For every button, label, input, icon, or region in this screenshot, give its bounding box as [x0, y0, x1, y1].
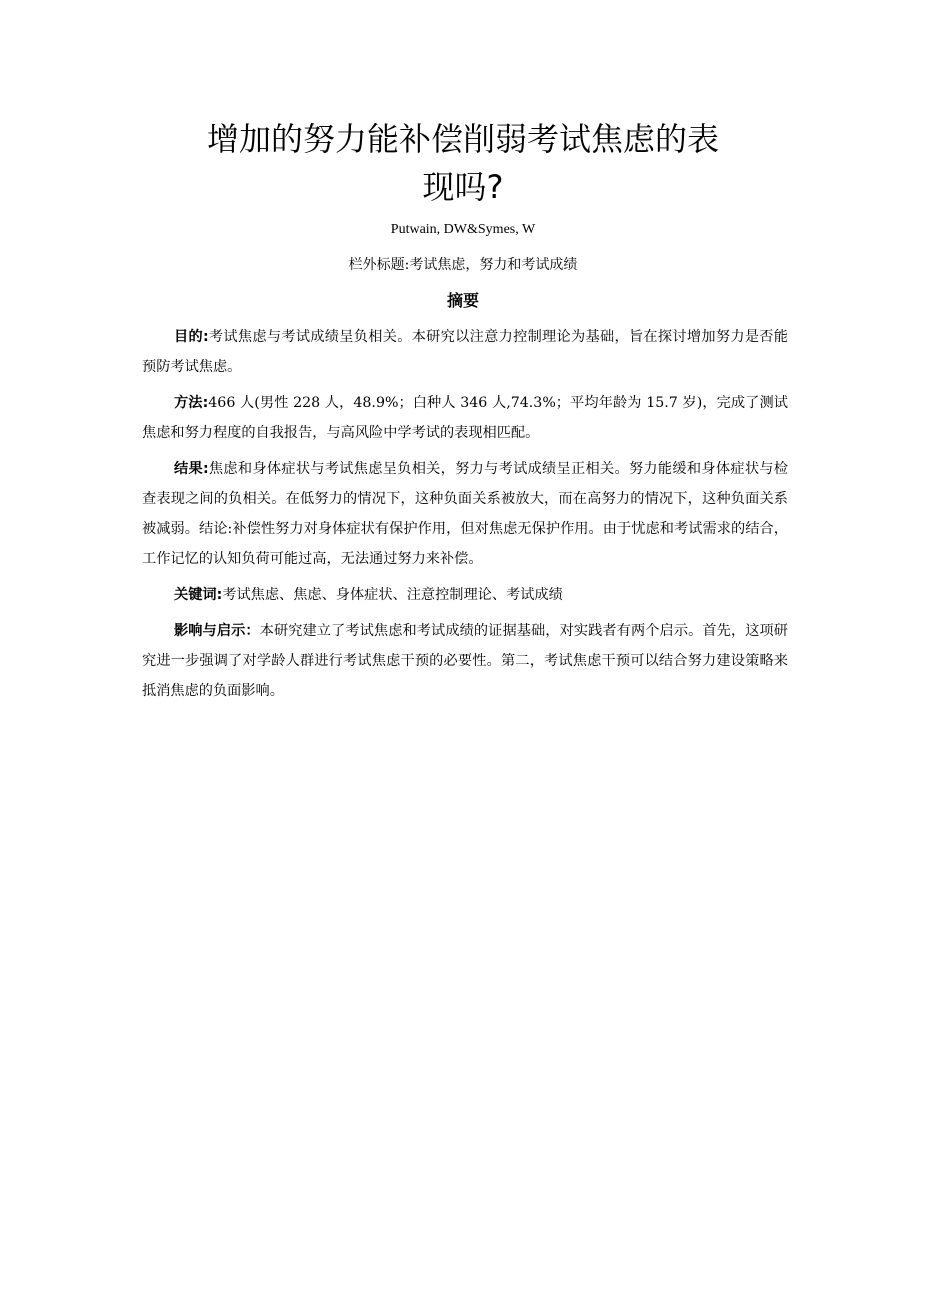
- abstract-body: [142, 322, 788, 712]
- method-label: 方法:: [174, 395, 209, 411]
- running-title: 栏外标题:考试焦虑，努力和考试成绩: [348, 257, 578, 273]
- abstract-implications: [142, 616, 788, 706]
- results-text: 焦虑和身体症状与考试焦虑呈负相关，努力与考试成绩呈正相关。努力能缓和身体症状与检查表现之间的负相关。在低努力的情况下，这种负面关系被放大，而在高努力的情况下，这种负面关系被减弱。结论:补偿性努力对身体症状有保护作用，但对焦虑无保护作用。由于忧虑和考试需求的结合，工作记忆的认知负荷可能过高，无法通过努力来补偿。: [142, 461, 788, 567]
- results-label: 结果:: [174, 461, 209, 477]
- implications-text: 本研究建立了考试焦虑和考试成绩的证据基础，对实践者有两个启示。首先，这项研究进一步强调了对学龄人群进行考试焦虑干预的必要性。第二，考试焦虑干预可以结合努力建设策略来抵消焦虑的负面影响。: [142, 623, 788, 699]
- abstract-keywords: [142, 580, 788, 610]
- method-text: 466 人(男性 228 人，48.9%；白种人 346 人,74.3%；平均年龄为 15.7 岁)，完成了测试焦虑和努力程度的自我报告，与高风险中学考试的表现相匹配。: [142, 395, 788, 441]
- authors: Putwain, DW&Symes, W: [390, 222, 536, 237]
- paper-title-line-1: 增加的努力能补偿削弱考试焦虑的表: [206, 120, 719, 158]
- abstract-heading: 摘要: [446, 291, 479, 310]
- purpose-label: 目的:: [174, 329, 209, 345]
- implications-label: 影响与启示：: [174, 623, 260, 639]
- abstract-method: [142, 388, 788, 448]
- abstract-results: [142, 454, 788, 574]
- keywords-text: 考试焦虑、焦虑、身体症状、注意控制理论、考试成绩: [222, 587, 563, 603]
- paper-title-line-2: 现吗?: [422, 168, 504, 206]
- keywords-label: 关键词:: [174, 587, 223, 603]
- abstract-purpose: [142, 322, 788, 382]
- purpose-text: 考试焦虑与考试成绩呈负相关。本研究以注意力控制理论为基础，旨在探讨增加努力是否能预防考试焦虑。: [142, 329, 788, 375]
